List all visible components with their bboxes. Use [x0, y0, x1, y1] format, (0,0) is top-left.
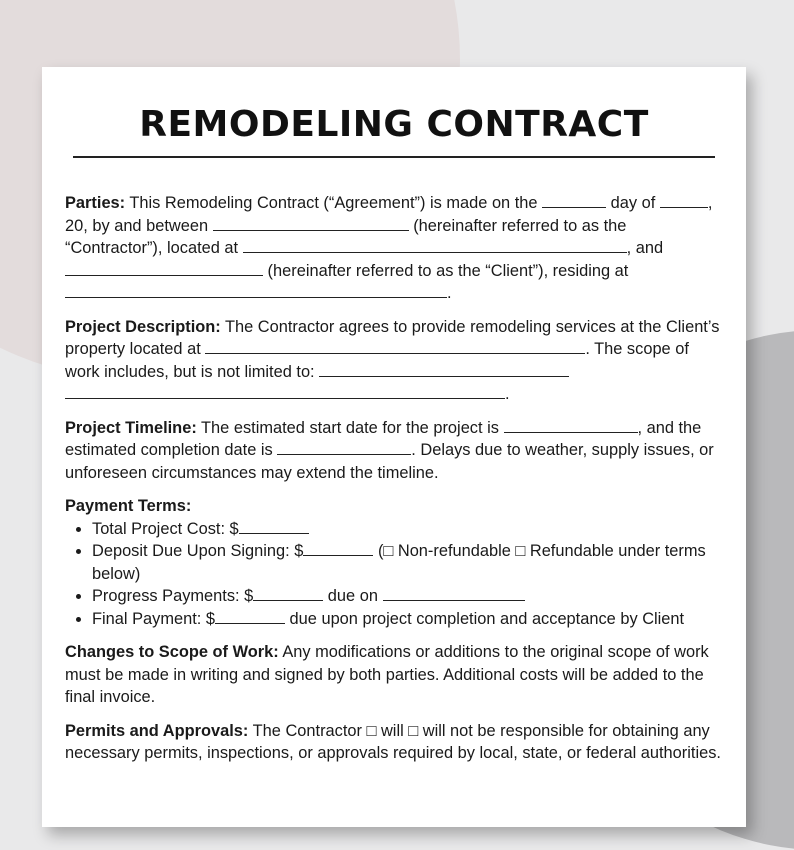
completion-date-blank[interactable] [277, 440, 411, 455]
parties-section [65, 192, 727, 305]
deposit-label: Deposit Due Upon Signing: $ [92, 542, 304, 560]
project-timeline-text-1: The estimated start date for the project is [196, 418, 504, 437]
changes-text: Any modifications or additions to the original scope of work must be made in writing and signed by both parties. Additional costs will be added to the final invoice. [65, 643, 709, 706]
parties-text-7: . [447, 284, 452, 302]
client-address-blank[interactable] [65, 283, 447, 298]
property-address-blank[interactable] [205, 339, 585, 354]
project-description-section [65, 316, 727, 406]
project-description-text-2: . The scope of work includes, but is not limited to: [65, 340, 689, 381]
final-payment-label: Final Payment: $ [92, 609, 215, 628]
project-timeline-text-2: , and the estimated completion date is [65, 418, 702, 459]
date-blank[interactable] [542, 193, 606, 208]
project-timeline-heading: Project Timeline: [65, 418, 197, 437]
parties-text-2: day of [606, 194, 660, 212]
document-title: REMODELING CONTRACT [139, 104, 649, 145]
changes-section [65, 641, 727, 709]
contract-page [42, 67, 746, 827]
progress-payments-mid: due on [323, 587, 383, 605]
changes-heading: Changes to Scope of Work: [65, 643, 279, 661]
parties-text-1: This Remodeling Contract (“Agreement”) is made on the [125, 194, 543, 212]
final-payment-blank[interactable] [215, 609, 285, 624]
parties-text-5: , and [626, 239, 664, 257]
parties-text-4: (hereinafter referred to as the “Contractor”), located at [65, 216, 627, 257]
parties-heading: Parties: [65, 194, 126, 212]
permits-section [65, 720, 727, 765]
contract-body [65, 192, 727, 776]
project-description-text-1: The Contractor agrees to provide remodeling services at the Client’s property located at [65, 317, 720, 358]
project-description-heading: Project Description: [65, 317, 221, 336]
deposit-rest: (□ Non-refundable □ Refundable under terms below) [92, 542, 706, 583]
payment-terms-list [65, 518, 727, 631]
client-name-blank[interactable] [65, 261, 263, 276]
progress-date-blank[interactable] [383, 586, 525, 601]
list-item [92, 540, 727, 585]
title-divider [73, 156, 715, 158]
progress-payments-label: Progress Payments: $ [92, 587, 254, 605]
payment-terms-heading: Payment Terms: [65, 497, 192, 515]
progress-amount-blank[interactable] [253, 586, 323, 601]
parties-text-3: , 20, by and between [65, 194, 713, 235]
month-blank[interactable] [660, 193, 708, 208]
parties-text-6: (hereinafter referred to as the “Client”), residing at [263, 261, 629, 280]
contractor-name-blank[interactable] [213, 216, 409, 231]
project-timeline-text-3: . Delays due to weather, supply issues, or unforeseen circumstances may extend the timeline. [65, 441, 714, 482]
contractor-address-blank[interactable] [243, 238, 627, 253]
start-date-blank[interactable] [504, 418, 638, 433]
project-timeline-section [65, 417, 727, 485]
project-description-text-3: . [505, 385, 510, 403]
scope-of-work-blank-2[interactable] [65, 384, 505, 399]
list-item [92, 585, 727, 608]
total-cost-blank[interactable] [239, 519, 309, 534]
final-payment-rest: due upon project completion and acceptance by Client [285, 609, 685, 628]
scope-of-work-blank[interactable] [319, 362, 569, 377]
total-cost-label: Total Project Cost: $ [92, 519, 239, 538]
deposit-blank[interactable] [303, 541, 373, 556]
permits-heading: Permits and Approvals: [65, 721, 249, 740]
list-item [92, 608, 727, 631]
list-item [92, 518, 727, 541]
permits-text: The Contractor □ will □ will not be responsible for obtaining any necessary permits, inspections, or approvals required by local, state, or federal authorities. [65, 721, 721, 762]
